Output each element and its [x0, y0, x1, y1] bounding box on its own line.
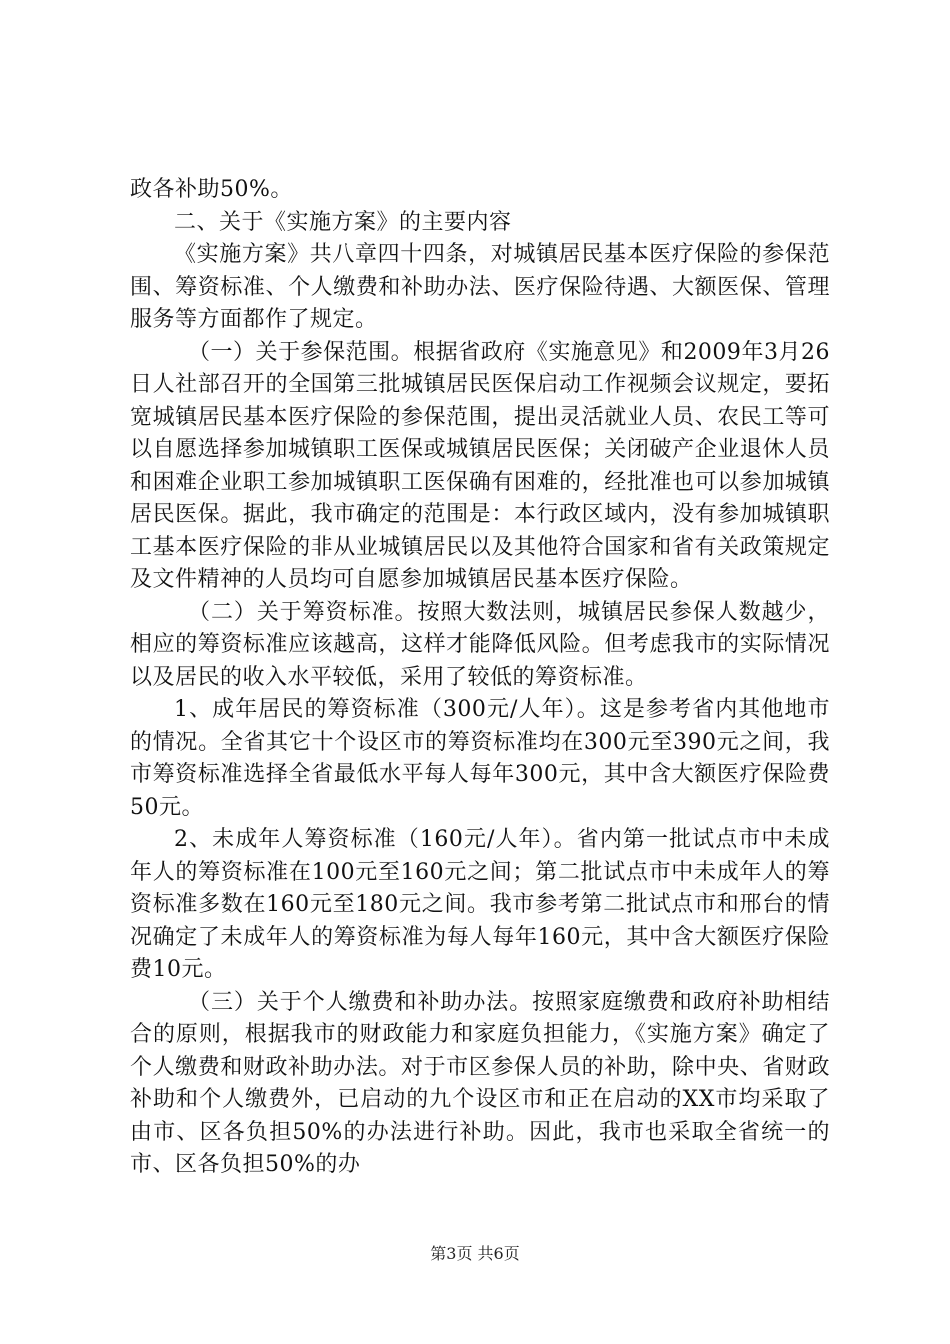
paragraph-continuation: 政各补助50%。: [130, 177, 293, 202]
paragraph-coverage-scope: （一）关于参保范围。根据省政府《实施意见》和2009年3月26日人社部召开的全国第三批城镇居民医保启动工作视频会议规定，要拓宽城镇居民基本医疗保险的参保范围，提出灵活就业人员、农民工等可以自愿选择参加城镇职工医保或城镇居民医保；关闭破产企业退休人员和困难企业职工参加城镇职工医保确有困难的，经批准也可以参加城镇居民医保。据此，我市确定的范围是：本行政区域内，没有参加城镇职工基本医疗保险的非从业城镇居民以及其他符合国家和省有关政策规定及文件精神的人员均可自愿参加城镇居民基本医疗保险。: [130, 339, 830, 592]
page-number-footer: 第3页 共6页: [430, 1244, 520, 1263]
paragraph-minor-funding: 2、未成年人筹资标准（160元/人年）。省内第一批试点市中未成年人的筹资标准在100元至160元之间；第二批试点市中未成年人的筹资标准多数在160元至180元之间。我市参考第二批试点市和邢台的情况确定了未成年人的筹资标准为每人每年160元，其中含大额医疗保险费10元。: [130, 827, 830, 982]
document-body: [130, 174, 830, 1182]
paragraph-funding-standard: （二）关于筹资标准。按照大数法则，城镇居民参保人数越少，相应的筹资标准应该越高，这样才能降低风险。但考虑我市的实际情况以及居民的收入水平较低，采用了较低的筹资标准。: [130, 599, 830, 690]
section-heading: 二、关于《实施方案》的主要内容: [174, 209, 512, 235]
paragraph-payment-subsidy: （三）关于个人缴费和补助办法。按照家庭缴费和政府补助相结合的原则，根据我市的财政能力和家庭负担能力，《实施方案》确定了个人缴费和财政补助办法。对于市区参保人员的补助，除中央、省财政补助和个人缴费外，已启动的九个设区市和正在启动的XX市均采取了由市、区各负担50%的办法进行补助。因此，我市也采取全省统一的市、区各负担50%的办: [130, 989, 830, 1177]
paragraph-overview: 《实施方案》共八章四十四条，对城镇居民基本医疗保险的参保范围、筹资标准、个人缴费和补助办法、医疗保险待遇、大额医保、管理服务等方面都作了规定。: [130, 242, 830, 332]
paragraph-adult-funding: 1、成年居民的筹资标准（300元/人年）。这是参考省内其他地市的情况。全省其它十个设区市的筹资标准均在300元至390元之间，我市筹资标准选择全省最低水平每人每年300元，其中含大额医疗保险费50元。: [130, 697, 830, 820]
